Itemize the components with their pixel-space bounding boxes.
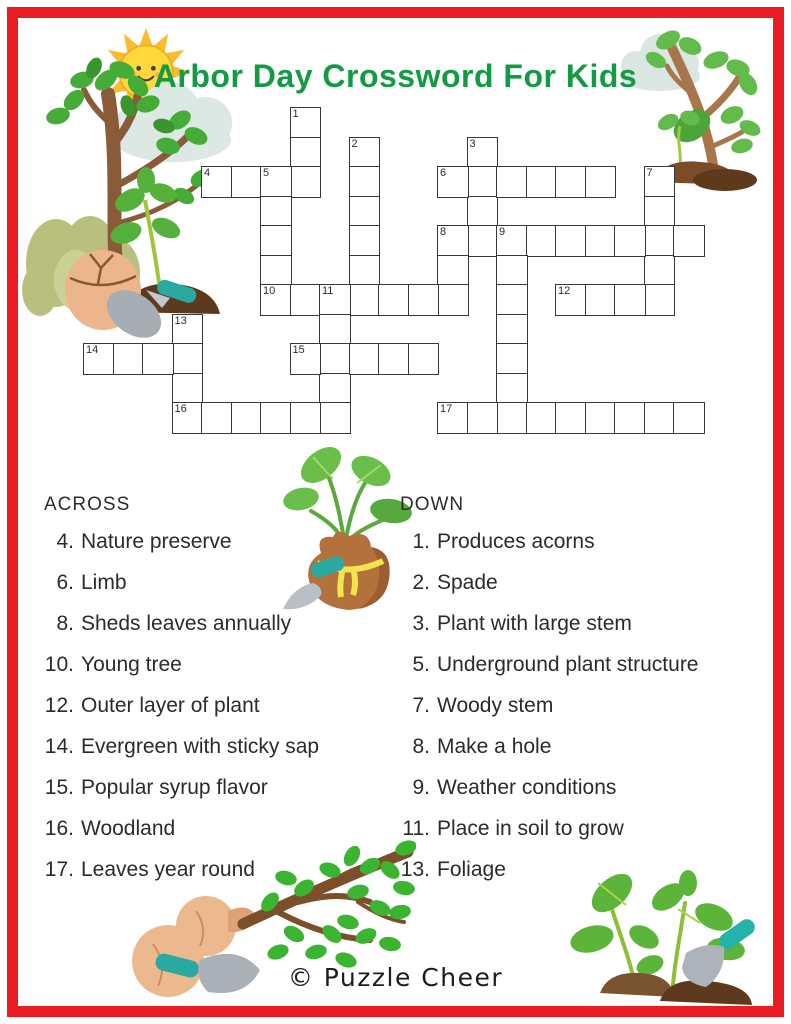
page-title: Arbor Day Crossword For Kids: [153, 58, 638, 95]
grid-cell[interactable]: [437, 166, 469, 198]
clue-text: Young tree: [81, 653, 182, 676]
grid-cell[interactable]: [231, 166, 263, 198]
clue-item: [42, 529, 400, 555]
clue-number: 17.: [44, 858, 74, 881]
clue-number: 11.: [402, 817, 430, 840]
grid-cell[interactable]: [673, 402, 705, 434]
grid-cell[interactable]: [614, 284, 646, 316]
grid-cell[interactable]: [437, 255, 469, 287]
grid-cell[interactable]: [437, 402, 469, 434]
grid-cell[interactable]: [437, 225, 469, 257]
grid-cell[interactable]: [614, 225, 646, 257]
clue-number: 7.: [412, 694, 430, 717]
grid-cell[interactable]: [526, 166, 558, 198]
clue-text: Leaves year round: [81, 858, 255, 881]
clue-item: [398, 611, 710, 637]
grid-cell[interactable]: [467, 225, 499, 257]
grid-cell[interactable]: [349, 284, 381, 316]
cell-number: 14: [86, 344, 99, 356]
clue-text: Foliage: [437, 858, 506, 881]
clue-item: [42, 857, 400, 883]
clue-text: Spade: [437, 571, 498, 594]
clue-item: [398, 734, 710, 760]
clue-text: Produces acorns: [437, 530, 595, 553]
grid-cell[interactable]: [496, 402, 528, 434]
grid-cell[interactable]: [673, 225, 705, 257]
grid-cell[interactable]: [467, 196, 499, 228]
grid-cell[interactable]: [437, 284, 469, 316]
clue-item: [398, 857, 710, 883]
grid-cell[interactable]: [585, 225, 617, 257]
clue-number: 3.: [412, 612, 430, 635]
grid-cell[interactable]: [290, 402, 322, 434]
clue-text: Woody stem: [437, 694, 554, 717]
clue-item: [42, 652, 400, 678]
cell-number: 1: [292, 108, 299, 120]
grid-cell[interactable]: [526, 402, 558, 434]
grid-cell[interactable]: [290, 343, 322, 375]
grid-cell[interactable]: [172, 402, 204, 434]
clue-item: [398, 529, 710, 555]
grid-cell[interactable]: [496, 225, 528, 257]
clue-text: Nature preserve: [81, 530, 232, 553]
clue-item: [42, 775, 400, 801]
grid-cell[interactable]: [496, 284, 528, 316]
grid-cell[interactable]: [467, 402, 499, 434]
grid-cell[interactable]: [585, 166, 617, 198]
cell-number: 12: [558, 285, 571, 297]
cell-number: 17: [440, 403, 453, 415]
cell-number: 13: [174, 314, 187, 327]
clue-number: 14.: [44, 735, 74, 758]
grid-cell[interactable]: [644, 166, 676, 198]
cell-number: 11: [322, 285, 334, 297]
clue-text: Sheds leaves annually: [81, 612, 292, 635]
cell-number: 15: [292, 344, 305, 356]
across-clue-list: [42, 529, 400, 883]
grid-cell[interactable]: [260, 225, 292, 257]
grid-cell[interactable]: [319, 373, 351, 405]
grid-cell[interactable]: [555, 284, 587, 316]
grid-cell[interactable]: [319, 343, 351, 375]
grid-cell[interactable]: [408, 343, 440, 375]
clue-item: [398, 816, 710, 842]
grid-cell[interactable]: [349, 196, 381, 228]
cell-number: 3: [469, 137, 476, 150]
grid-cell[interactable]: [201, 402, 233, 434]
grid-cell[interactable]: [319, 284, 351, 316]
grid-cell[interactable]: [555, 225, 587, 257]
grid-cell[interactable]: [496, 166, 528, 198]
clue-number: 13.: [400, 858, 430, 881]
grid-cell[interactable]: [83, 343, 115, 375]
grid-cell[interactable]: [585, 284, 617, 316]
grid-cell[interactable]: [290, 137, 322, 169]
grid-cell[interactable]: [349, 343, 381, 375]
grid-cell[interactable]: [142, 343, 174, 375]
clue-number: 10.: [44, 653, 74, 676]
grid-cell[interactable]: [290, 284, 322, 316]
clue-item: [42, 816, 400, 842]
clue-text: Evergreen with sticky sap: [81, 735, 320, 758]
clue-text: Weather conditions: [437, 776, 617, 799]
grid-cell[interactable]: [496, 343, 528, 375]
clue-item: [42, 570, 400, 596]
grid-cell[interactable]: [644, 284, 676, 316]
cell-number: 16: [174, 403, 187, 415]
grid-cell[interactable]: [644, 402, 676, 434]
grid-cell[interactable]: [614, 402, 646, 434]
grid-cell[interactable]: [378, 343, 410, 375]
copyright-footer: © Puzzle Cheer: [287, 963, 504, 992]
clue-text: Woodland: [81, 817, 176, 840]
down-clues-section: [398, 494, 710, 898]
clue-number: 4.: [56, 530, 74, 553]
grid-cell[interactable]: [555, 402, 587, 434]
across-clues-section: [42, 494, 400, 898]
clue-text: Underground plant structure: [437, 653, 699, 676]
grid-cell[interactable]: [260, 255, 292, 287]
cell-number: 7: [646, 167, 653, 179]
grid-cell[interactable]: [555, 166, 587, 198]
clue-item: [42, 611, 400, 637]
clue-text: Popular syrup flavor: [81, 776, 268, 799]
clue-number: 9.: [412, 776, 430, 799]
clue-text: Limb: [81, 571, 127, 594]
grid-cell[interactable]: [290, 166, 322, 198]
grid-cell[interactable]: [349, 225, 381, 257]
grid-cell[interactable]: [378, 284, 410, 316]
clue-number: 12.: [44, 694, 74, 717]
clue-text: Plant with large stem: [437, 612, 632, 635]
clue-number: 8.: [412, 735, 430, 758]
grid-cell[interactable]: [644, 255, 676, 287]
grid-cell[interactable]: [496, 255, 528, 287]
clue-number: 5.: [412, 653, 430, 676]
cell-number: 5: [263, 167, 270, 179]
grid-cell[interactable]: [260, 284, 292, 316]
grid-cell[interactable]: [349, 166, 381, 198]
grid-cell[interactable]: [231, 402, 263, 434]
clue-item: [398, 652, 710, 678]
grid-cell[interactable]: [467, 166, 499, 198]
down-clue-list: [398, 529, 710, 883]
cell-number: 9: [499, 226, 506, 238]
grid-cell[interactable]: [408, 284, 440, 316]
grid-cell[interactable]: [172, 343, 204, 375]
grid-cell[interactable]: [526, 225, 558, 257]
grid-cell[interactable]: [260, 402, 292, 434]
clue-text: Make a hole: [437, 735, 552, 758]
clue-text: Place in soil to grow: [437, 817, 624, 840]
clue-number: 15.: [44, 776, 74, 799]
cell-number: 2: [351, 137, 358, 150]
grid-cell[interactable]: [172, 314, 204, 346]
grid-cell[interactable]: [585, 402, 617, 434]
clue-item: [398, 693, 710, 719]
grid-cell[interactable]: [319, 402, 351, 434]
clue-number: 6.: [56, 571, 74, 594]
grid-cell[interactable]: [644, 225, 676, 257]
grid-cell[interactable]: [349, 255, 381, 287]
clue-item: [398, 775, 710, 801]
clue-text: Outer layer of plant: [81, 694, 260, 717]
cell-number: 8: [440, 226, 447, 238]
grid-cell[interactable]: [644, 196, 676, 228]
grid-cell[interactable]: [113, 343, 145, 375]
grid-cell[interactable]: [201, 166, 233, 198]
grid-cell[interactable]: [260, 196, 292, 228]
cell-number: 6: [440, 167, 447, 179]
clue-number: 1.: [412, 530, 430, 553]
grid-cell[interactable]: [496, 373, 528, 405]
clue-item: [398, 570, 710, 596]
across-header: ACROSS: [44, 494, 131, 515]
clue-item: [42, 693, 400, 719]
cell-number: 4: [204, 167, 211, 179]
grid-cell[interactable]: [319, 314, 351, 346]
cell-number: 10: [263, 285, 276, 297]
grid-cell[interactable]: [349, 137, 381, 169]
clue-number: 16.: [44, 817, 74, 840]
clue-number: 8.: [56, 612, 74, 635]
clue-number: 2.: [412, 571, 430, 594]
down-header: DOWN: [400, 494, 465, 515]
grid-cell[interactable]: [260, 166, 292, 198]
clue-item: [42, 734, 400, 760]
grid-cell[interactable]: [290, 107, 322, 139]
grid-cell[interactable]: [467, 137, 499, 169]
grid-cell[interactable]: [172, 373, 204, 405]
grid-cell[interactable]: [496, 314, 528, 346]
